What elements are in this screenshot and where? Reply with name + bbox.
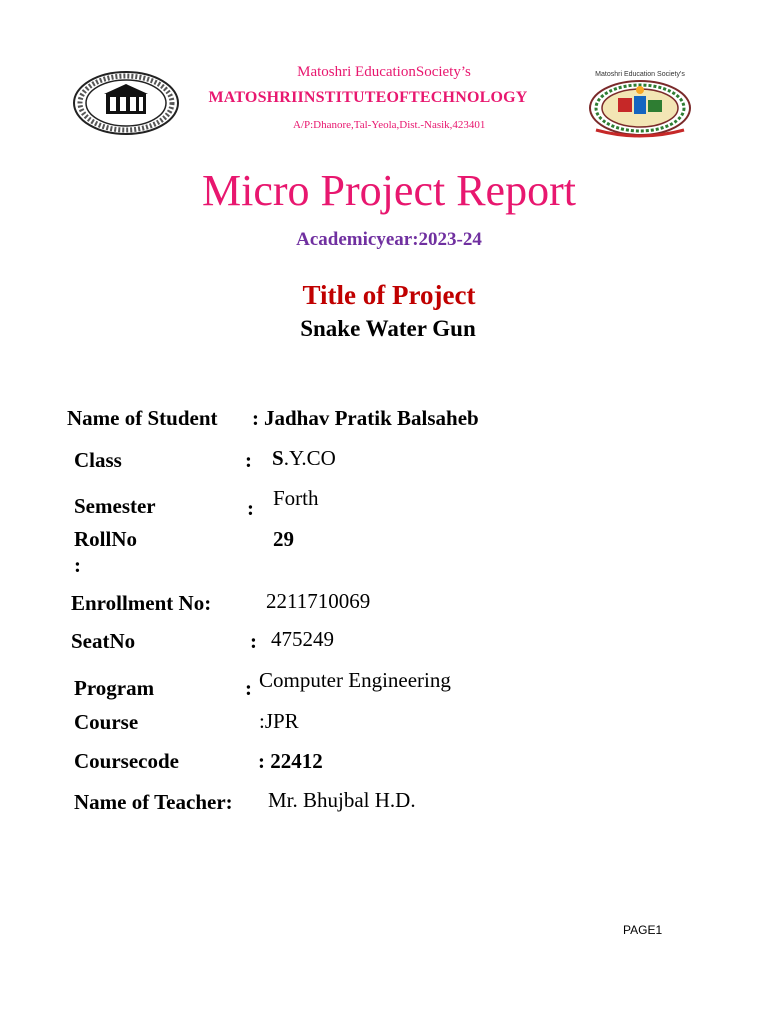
course-value: :JPR xyxy=(259,709,299,733)
rollno-label: RollNo xyxy=(74,527,137,551)
seatno-value: 475249 xyxy=(271,627,334,651)
class-colon: : xyxy=(245,448,252,472)
class-value-bold: S xyxy=(272,446,284,470)
course-label: Course xyxy=(74,710,139,734)
program-colon: : xyxy=(245,676,252,700)
rollno-value: 29 xyxy=(273,527,294,551)
teacher-label: Name of Teacher: xyxy=(74,790,233,814)
program-value: Computer Engineering xyxy=(259,668,451,692)
seatno-colon: : xyxy=(250,629,257,653)
emblem-top-text: Matoshri Education Society's xyxy=(595,71,685,78)
class-value xyxy=(272,446,336,471)
coursecode-value: : 22412 xyxy=(258,749,323,773)
rollno-colon: : xyxy=(74,553,81,577)
society-name: Matoshri EducationSociety’s xyxy=(297,64,471,80)
student-colon: : xyxy=(252,406,259,430)
semester-label: Semester xyxy=(74,494,156,518)
institute-address: A/P:Dhanore,Tal-Yeola,Dist.-Nasik,423401 xyxy=(293,119,486,131)
institute-name: MATOSHRIINSTITUTEOFTECHNOLOGY xyxy=(208,89,528,106)
teacher-value: Mr. Bhujbal H.D. xyxy=(268,788,416,812)
project-name: Snake Water Gun xyxy=(300,316,476,341)
enrollment-value: 2211710069 xyxy=(266,589,371,613)
project-heading: Title of Project xyxy=(302,280,476,310)
semester-value: Forth xyxy=(273,486,319,510)
coursecode-label: Coursecode xyxy=(74,749,179,773)
report-title: Micro Project Report xyxy=(202,166,576,215)
seatno-label: SeatNo xyxy=(71,629,136,653)
program-label: Program xyxy=(74,676,155,700)
class-value-rest: .Y.CO xyxy=(283,446,336,470)
student-label: Name of Student xyxy=(67,406,218,430)
student-value: Jadhav Pratik Balsaheb xyxy=(264,406,479,430)
semester-colon: : xyxy=(247,496,254,520)
page-number: PAGE1 xyxy=(623,923,663,937)
academic-year: Academicyear:2023-24 xyxy=(296,229,482,250)
enrollment-label: Enrollment No: xyxy=(71,591,212,615)
class-label: Class xyxy=(74,448,122,472)
